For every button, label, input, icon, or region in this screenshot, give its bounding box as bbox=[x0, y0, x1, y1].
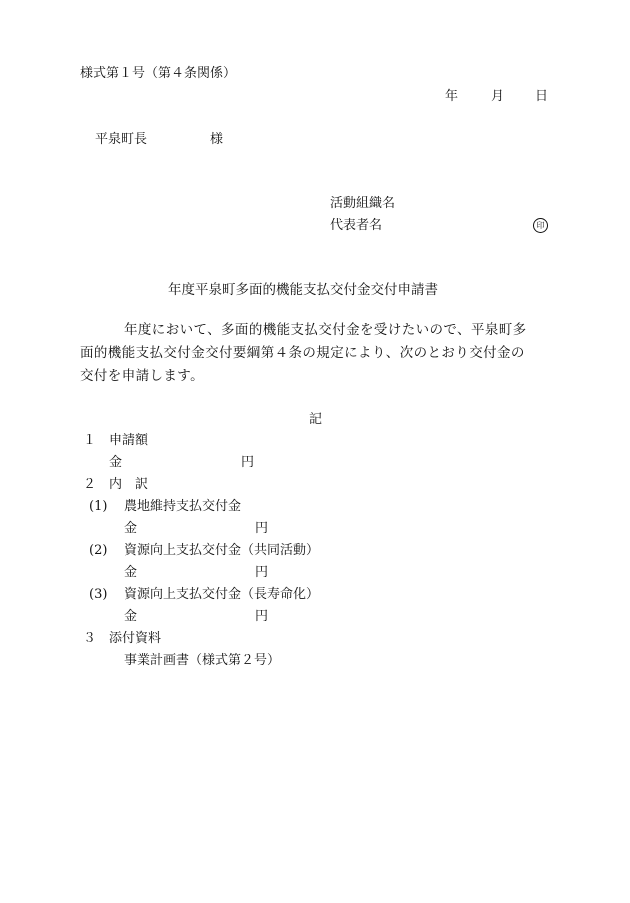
date-day: 日 bbox=[535, 89, 549, 104]
sub1-number: (1) bbox=[89, 499, 108, 514]
item1-label: 申請額 bbox=[109, 433, 149, 448]
form-number: 様式第１号（第４条関係） bbox=[80, 66, 237, 81]
org-name-label: 活動組織名 bbox=[330, 196, 396, 211]
ki-heading: 記 bbox=[309, 412, 323, 427]
document-title: 年度平泉町多面的機能支払交付金交付申請書 bbox=[168, 282, 438, 298]
body-line-3: 交付を申請します。 bbox=[80, 368, 205, 384]
sub1-en: 円 bbox=[255, 521, 269, 536]
addressee-honorific: 様 bbox=[210, 132, 224, 147]
sub1-label: 農地維持支払交付金 bbox=[124, 499, 242, 514]
representative-label: 代表者名 bbox=[330, 218, 383, 233]
sub1-kin: 金 bbox=[124, 521, 138, 536]
item2-label: 内 訳 bbox=[109, 477, 149, 492]
date-year: 年 bbox=[445, 89, 459, 104]
body-line-1: 年度において、多面的機能支払交付金を受けたいので、平泉町多 bbox=[124, 322, 527, 338]
sub3-number: (3) bbox=[89, 587, 108, 602]
addressee-name: 平泉町長 bbox=[95, 132, 148, 147]
sub2-label: 資源向上支払交付金（共同活動） bbox=[124, 543, 320, 558]
item1-en: 円 bbox=[241, 455, 255, 470]
sub2-en: 円 bbox=[255, 565, 269, 580]
sub2-number: (2) bbox=[89, 543, 108, 558]
sub3-label: 資源向上支払交付金（長寿命化） bbox=[124, 587, 320, 602]
item3-document: 事業計画書（様式第２号） bbox=[124, 653, 281, 668]
date-month: 月 bbox=[491, 89, 505, 104]
sub2-kin: 金 bbox=[124, 565, 138, 580]
item3-label: 添付資料 bbox=[109, 631, 162, 646]
item3-number: ３ bbox=[83, 631, 97, 646]
item1-kin: 金 bbox=[109, 455, 123, 470]
sub3-en: 円 bbox=[255, 609, 269, 624]
body-line-2: 面的機能支払交付金交付要綱第４条の規定により、次のとおり交付金の bbox=[80, 345, 525, 361]
sub3-kin: 金 bbox=[124, 609, 138, 624]
seal-mark bbox=[533, 218, 548, 233]
item2-number: ２ bbox=[83, 477, 97, 492]
item1-number: １ bbox=[83, 433, 97, 448]
seal-icon: 印 bbox=[533, 218, 548, 233]
